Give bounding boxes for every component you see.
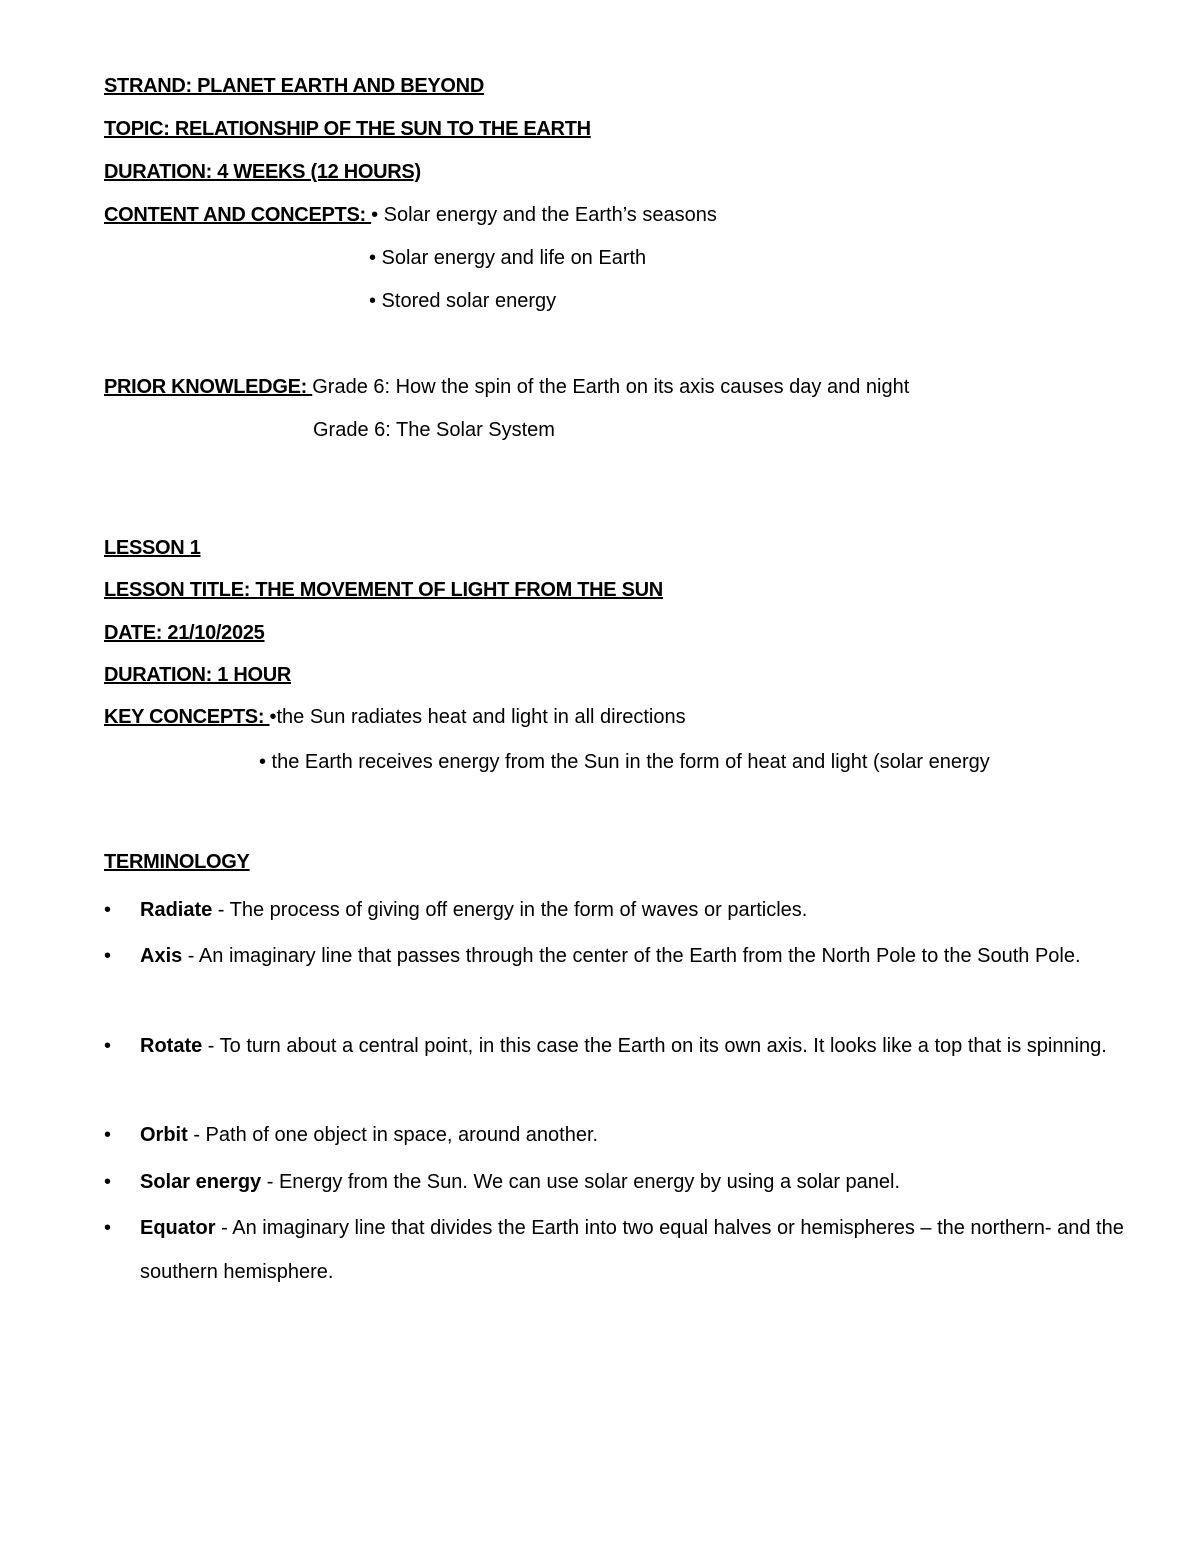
lesson-number: LESSON 1 bbox=[104, 537, 201, 559]
content-concepts-label: CONTENT AND CONCEPTS: bbox=[104, 204, 372, 226]
term-word: Axis bbox=[140, 945, 183, 967]
content-item: • Solar energy and life on Earth bbox=[369, 247, 647, 269]
term-item-solar-energy bbox=[140, 1160, 1140, 1204]
term-item-equator bbox=[140, 1206, 1140, 1294]
term-word: Solar energy bbox=[140, 1171, 262, 1193]
term-definition: - Path of one object in space, around another. bbox=[187, 1124, 599, 1146]
term-item-rotate bbox=[140, 1024, 1140, 1068]
key-concepts-label: KEY CONCEPTS: bbox=[104, 706, 270, 728]
term-item-orbit bbox=[140, 1113, 1140, 1157]
prior-item: Grade 6: The Solar System bbox=[313, 419, 555, 441]
bullet-icon: • bbox=[104, 1217, 112, 1239]
term-word: Radiate bbox=[140, 899, 213, 921]
key-concepts-row bbox=[104, 705, 686, 729]
bullet-icon: • bbox=[104, 1035, 112, 1057]
bullet-icon: • bbox=[104, 1124, 112, 1146]
term-item-axis bbox=[140, 934, 1140, 978]
topic-heading: TOPIC: RELATIONSHIP OF THE SUN TO THE EARTH bbox=[104, 118, 591, 140]
content-item: • Stored solar energy bbox=[369, 290, 557, 312]
term-definition: - The process of giving off energy in the form of waves or particles. bbox=[212, 899, 808, 921]
term-item-radiate bbox=[140, 888, 1140, 932]
lesson-duration: DURATION: 1 HOUR bbox=[104, 664, 292, 686]
bullet-icon: • bbox=[104, 899, 112, 921]
content-concepts-row bbox=[104, 203, 717, 227]
term-word: Equator bbox=[140, 1217, 216, 1239]
bullet-icon: • bbox=[104, 945, 112, 967]
term-word: Rotate bbox=[140, 1035, 203, 1057]
prior-knowledge-row bbox=[104, 375, 909, 399]
term-word: Orbit bbox=[140, 1124, 188, 1146]
lesson-title: LESSON TITLE: THE MOVEMENT OF LIGHT FROM THE SUN bbox=[104, 579, 663, 601]
duration-heading: DURATION: 4 WEEKS (12 HOURS) bbox=[104, 161, 421, 183]
bullet-icon: • bbox=[104, 1171, 112, 1193]
term-definition: - To turn about a central point, in this case the Earth on its own axis. It looks like a top that is spinning. bbox=[202, 1035, 1107, 1057]
prior-item: Grade 6: How the spin of the Earth on its axis causes day and night bbox=[312, 376, 910, 398]
key-concept-item: • the Earth receives energy from the Sun in the form of heat and light (solar energy bbox=[259, 751, 990, 773]
strand-heading: STRAND: PLANET EARTH AND BEYOND bbox=[104, 75, 484, 97]
term-definition: - An imaginary line that passes through the center of the Earth from the North Pole to the South Pole. bbox=[182, 945, 1081, 967]
term-definition: - An imaginary line that divides the Earth into two equal halves or hemispheres – the northern- and the southern hemisphere. bbox=[140, 1217, 1124, 1283]
lesson-date: DATE: 21/10/2025 bbox=[104, 622, 265, 644]
key-concept-item: •the Sun radiates heat and light in all directions bbox=[269, 706, 686, 728]
terminology-heading: TERMINOLOGY bbox=[104, 851, 250, 873]
term-definition: - Energy from the Sun. We can use solar energy by using a solar panel. bbox=[261, 1171, 901, 1193]
prior-knowledge-label: PRIOR KNOWLEDGE: bbox=[104, 376, 313, 398]
content-item: • Solar energy and the Earth’s seasons bbox=[371, 204, 717, 226]
